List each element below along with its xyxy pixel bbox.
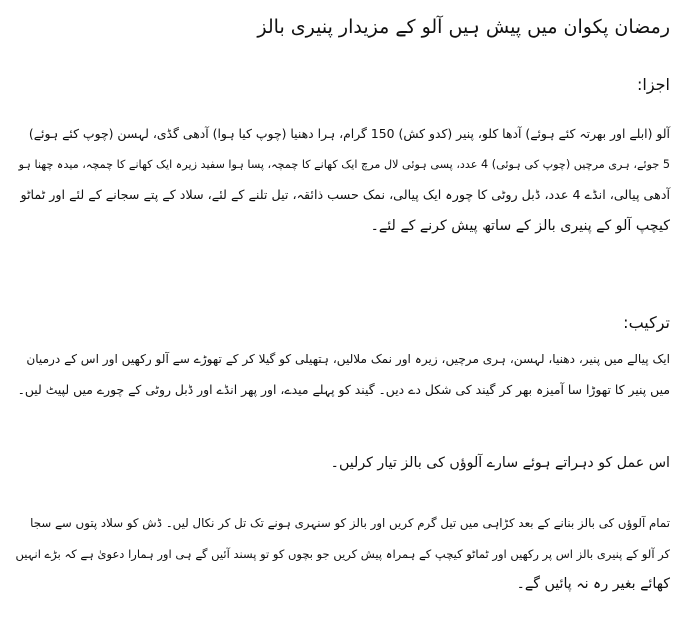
method-line: اس عمل کو دہراتے ہوئے سارے آلوؤں کی بالز تیار کرلیں۔	[330, 455, 670, 471]
page-title: رمضان پکوان میں پیش ہیں آلو کے مزیدار پنیری بالز	[257, 16, 670, 38]
method-line: ایک پیالے میں پنیر، دھنیا، لہسن، ہری مرچیں، زیرہ اور نمک ملالیں، ہتھیلی کو گیلا کر کے تھوڑے سے آلو رکھیں اور اس کے درمیان	[26, 352, 670, 366]
method-heading: ترکیب:	[623, 313, 670, 332]
method-paragraph	[16, 508, 670, 600]
method-paragraph	[16, 448, 670, 479]
ingredients-line: کیچپ آلو کے پنیری بالز کے ساتھ پیش کرنے کے لئے۔	[370, 217, 670, 234]
ingredients-paragraph	[16, 119, 670, 241]
method-line: کھائے بغیر رہ نہ پائیں گے۔	[516, 576, 670, 592]
ingredients-line: آلو (ابلے اور بھرتہ کئے ہوئے) آدھا کلو، پنیر (کدو کش) 150 گرام، ہرا دھنیا (چوپ کیا ہوا) آدھی گڈی، لہسن (چوپ کئے ہوئے)	[28, 126, 670, 141]
ingredients-heading: اجزا:	[637, 75, 670, 94]
ingredients-line: آدھی پیالی، انڈے 4 عدد، ڈبل روٹی کا چورہ ایک پیالی، نمک حسب ذائقہ، تیل تلنے کے لئے، سلاد کے پتے سجانے کے لئے اور ٹماٹو	[20, 187, 670, 202]
method-line: تمام آلوؤں کی بالز بنانے کے بعد کڑاہی میں تیل گرم کریں اور بالز کو سنہری ہونے تک تل کر نکال لیں۔ ڈش کو سلاد پتوں سے سجا	[30, 516, 670, 530]
method-paragraph	[16, 344, 670, 405]
ingredients-line: 5 جوئے، ہری مرچیں (چوپ کی ہوئی) 4 عدد، پسی ہوئی لال مرچ ایک کھانے کا چمچہ، پسا ہوا سفید زیرہ ایک کھانے کا چمچہ، میدہ چھنا ہو	[18, 157, 670, 171]
method-line: میں پنیر کا تھوڑا سا آمیزہ بھر کر گیند کی شکل دے دیں۔ گیند کو پہلے میدے، اور پھر انڈے اور ڈبل روٹی کے چورے میں لپیٹ لیں۔	[17, 381, 670, 397]
method-line: کر آلو کے پنیری بالز اس پر رکھیں اور ٹماٹو کیچپ کے ہمراہ پیش کریں جو بچوں کو تو پسند آئیں گے ہی اور ہمارا دعویٰ ہے کہ بڑے انہیں	[15, 546, 670, 561]
